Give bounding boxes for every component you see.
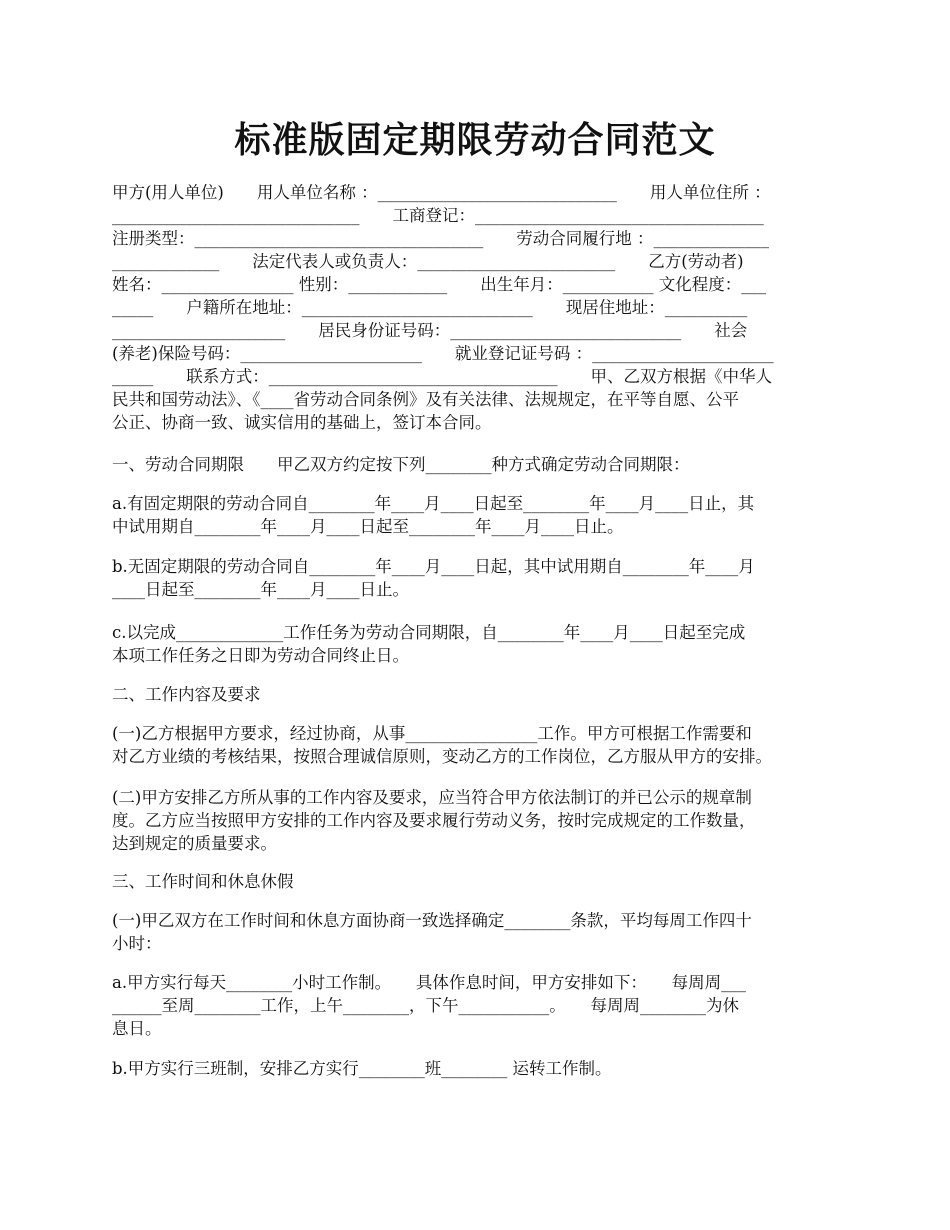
party-info-line: _____________ 法定代表人或负责人：________________________ 乙方(劳动者) bbox=[112, 252, 744, 271]
clause-3a-line: a.甲方实行每天________小时工作制。 具体作息时间，甲方安排如下： 每周周___ bbox=[112, 973, 746, 992]
clause-1b-line: b.无固定期限的劳动合同自________年____月____日起，其中试用期自________年____月 bbox=[112, 557, 755, 576]
clause-1b-line: ____日起至________年____月____日止。 bbox=[112, 580, 409, 599]
clause-2-1-line: (一)乙方根据甲方要求，经过协商，从事________________工作。甲方可根据工作需要和 bbox=[112, 724, 752, 743]
party-info-line: _____ 户籍所在地址：____________________________ 现居住地址：__________ bbox=[112, 298, 748, 317]
clause-3b-line: b.甲方实行三班制，安排乙方实行________班________ 运转工作制。 bbox=[112, 1059, 612, 1078]
section-1-heading-line: 一、劳动合同期限 甲乙双方约定按下列________种方式确定劳动合同期限： bbox=[112, 455, 690, 474]
party-info-line: (养老)保险号码：______________________ 就业登记证号码 ：______________________ bbox=[112, 344, 774, 363]
party-info-line: 甲方(用人单位) 用人单位名称 ：_____________________________ 用人单位住所 ： bbox=[112, 183, 771, 202]
clause-3a-line: ______至周________工作，上午________，下午___________。 每周周________为休 bbox=[112, 996, 739, 1015]
clause-3a-line: 息日。 bbox=[112, 1019, 162, 1038]
clause-1c-line: c.以完成_____________工作任务为劳动合同期限，自________年____月____日起至完成 bbox=[112, 623, 746, 642]
party-info-line: ______________________________ 工商登记：___________________________________ bbox=[112, 206, 764, 225]
clause-2-1-line: 对乙方业绩的考核结果，按照合理诚信原则，变动乙方的工作岗位，乙方服从甲方的安排。 bbox=[112, 747, 772, 766]
clause-3-1-line: (一)甲乙双方在工作时间和休息方面协商一致选择确定________条款，平均每周工作四十 bbox=[112, 911, 752, 930]
clause-2-2-line: 达到规定的质量要求。 bbox=[112, 834, 277, 853]
party-info-line: 民共和国劳动法》、《____省劳动合同条例》及有关法律、法规规定，在平等自愿、公平 bbox=[112, 390, 739, 409]
document-title: 标准版固定期限劳动合同范文 bbox=[234, 119, 716, 161]
clause-3-1-line: 小时： bbox=[112, 934, 162, 953]
section-3-heading-line: 三、工作时间和休息休假 bbox=[112, 872, 294, 891]
party-info-line: _____________________ 居民身份证号码：____________________________ 社会 bbox=[112, 321, 748, 340]
party-info-line: 姓名：________________ 性别：____________ 出生年月：___________ 文化程度：___ bbox=[112, 275, 766, 294]
party-info-line: 公正、协商一致、诚实信用的基础上，签订本合同。 bbox=[112, 413, 492, 432]
clause-1c-line: 本项工作任务之日即为劳动合同终止日。 bbox=[112, 646, 409, 665]
clause-1a-line: 中试用期自________年____月____日起至________年____月____日止。 bbox=[112, 517, 624, 536]
party-info-line: _____ 联系方式：___________________________________ 甲、乙双方根据《中华人 bbox=[112, 367, 772, 386]
clause-2-2-line: 度。乙方应当按照甲方安排的工作内容及要求履行劳动义务，按时完成规定的工作数量， bbox=[112, 811, 756, 830]
section-2-heading-line: 二、工作内容及要求 bbox=[112, 685, 261, 704]
clause-2-2-line: (二)甲方安排乙方所从事的工作内容及要求，应当符合甲方依法制订的并已公示的规章制 bbox=[112, 788, 752, 807]
party-info-line: 注册类型：___________________________________ 劳动合同履行地 ：______________ bbox=[112, 229, 769, 248]
clause-1a-line: a.有固定期限的劳动合同自________年____月____日起至________年____月____日止，其 bbox=[112, 494, 755, 513]
